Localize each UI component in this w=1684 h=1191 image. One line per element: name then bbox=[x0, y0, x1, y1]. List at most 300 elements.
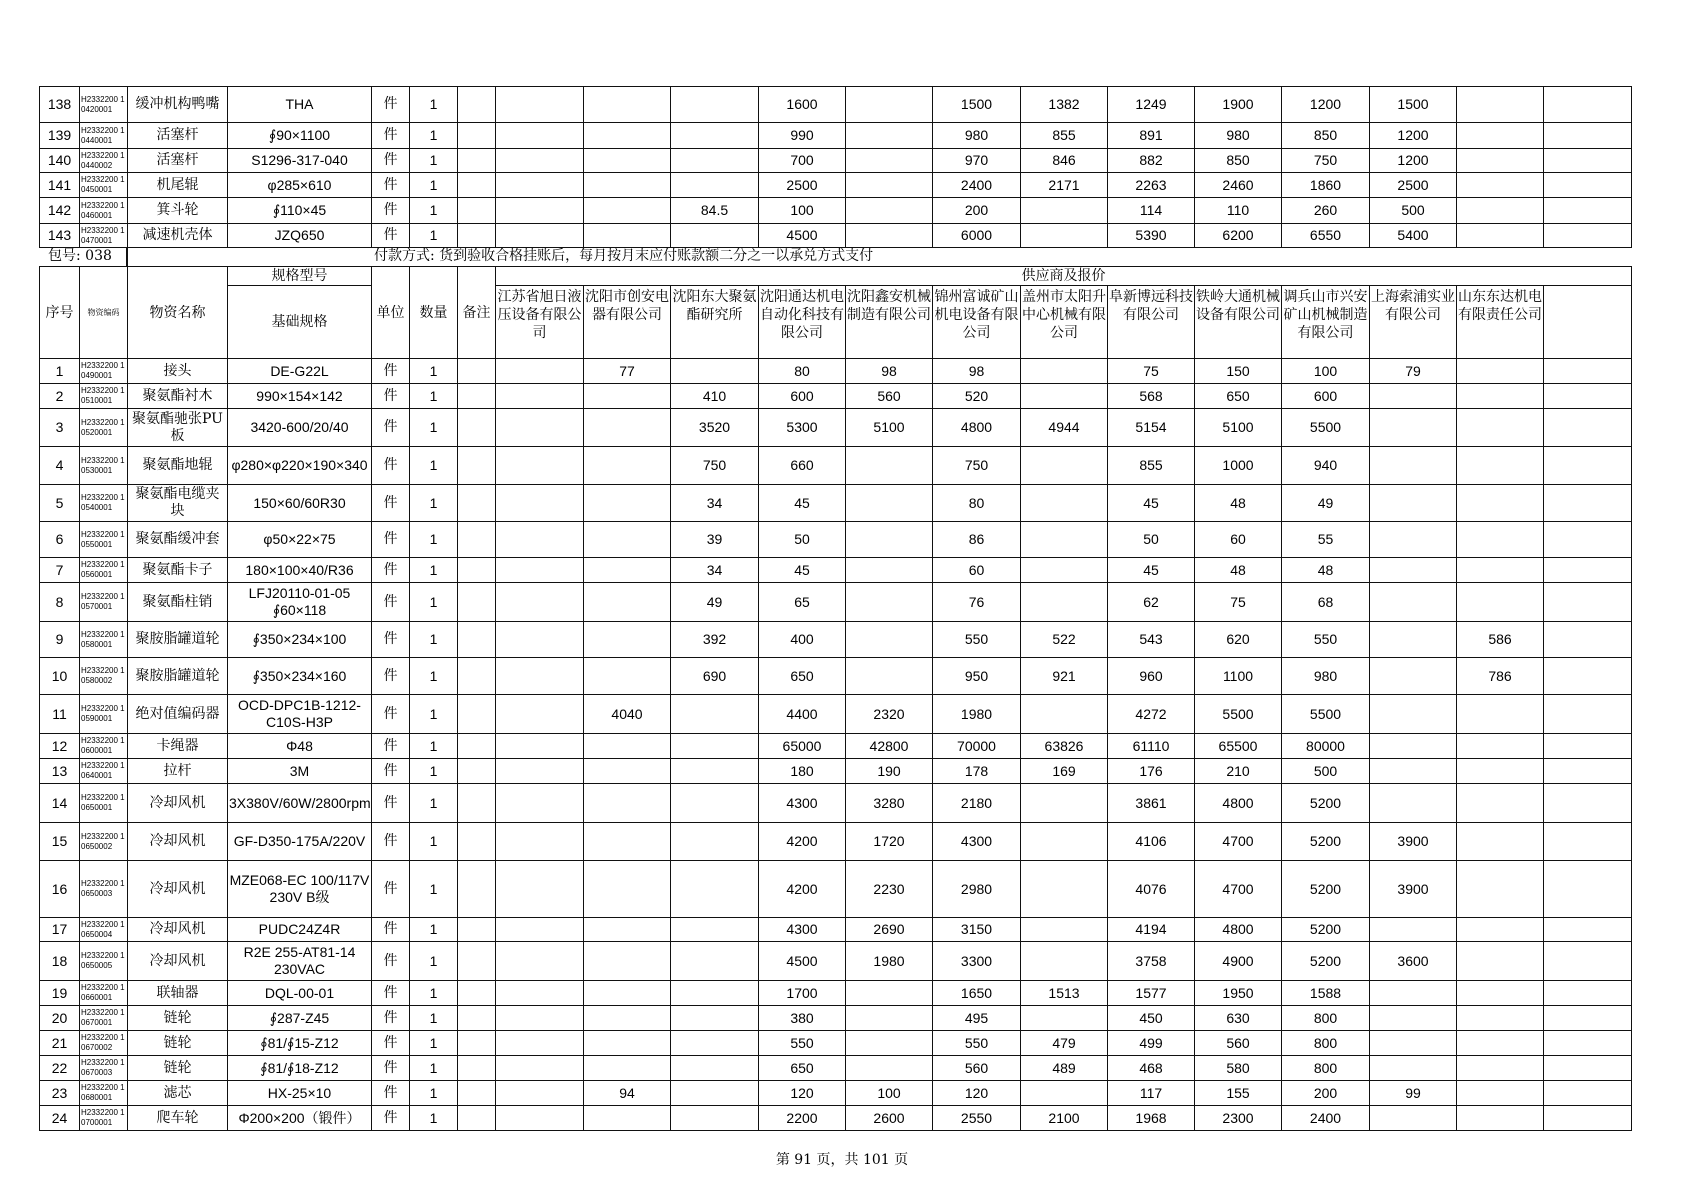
quantity: 1 bbox=[410, 198, 458, 224]
supplier-quote bbox=[1021, 522, 1108, 558]
supplier-quote bbox=[584, 409, 671, 447]
supplier-quote: 855 bbox=[1021, 123, 1108, 149]
table-row bbox=[40, 1081, 1632, 1106]
supplier-quote: 80 bbox=[759, 359, 846, 384]
supplier-quote: 190 bbox=[846, 759, 933, 784]
specification: THA bbox=[228, 87, 372, 123]
quantity: 1 bbox=[410, 861, 458, 918]
supplier-quote bbox=[1457, 224, 1544, 248]
supplier-quote bbox=[846, 981, 933, 1006]
supplier-quote: 3600 bbox=[1370, 942, 1457, 981]
supplier-quote: 49 bbox=[1282, 485, 1370, 522]
supplier-quote bbox=[1370, 1031, 1457, 1056]
supplier-quote: 2400 bbox=[933, 173, 1021, 198]
note bbox=[458, 734, 496, 759]
material-code: H2332200 10670001 bbox=[80, 1006, 128, 1031]
supplier-quote: 1650 bbox=[933, 981, 1021, 1006]
table-row bbox=[40, 485, 1632, 522]
supplier-quote: 1950 bbox=[1195, 981, 1282, 1006]
supplier-quote bbox=[496, 1031, 584, 1056]
supplier-quote: 2400 bbox=[1282, 1106, 1370, 1131]
supplier-quote bbox=[584, 942, 671, 981]
supplier-quote bbox=[671, 359, 759, 384]
row-number: 138 bbox=[40, 87, 80, 123]
supplier-quote: 468 bbox=[1108, 1056, 1195, 1081]
row-number: 9 bbox=[40, 622, 80, 658]
supplier-quote: 5100 bbox=[1195, 409, 1282, 447]
supplier-quote: 650 bbox=[759, 1056, 846, 1081]
material-code: H2332200 10640001 bbox=[80, 759, 128, 784]
quantity: 1 bbox=[410, 87, 458, 123]
material-name: 减速机壳体 bbox=[128, 224, 228, 248]
supplier-quote bbox=[1544, 918, 1632, 942]
unit: 件 bbox=[372, 558, 410, 583]
supplier-quote bbox=[496, 149, 584, 173]
row-number: 10 bbox=[40, 658, 80, 695]
row-number: 142 bbox=[40, 198, 80, 224]
supplier-quote: 800 bbox=[1282, 1006, 1370, 1031]
supplier-quote: 34 bbox=[671, 558, 759, 583]
row-number: 22 bbox=[40, 1056, 80, 1081]
supplier-quote bbox=[496, 198, 584, 224]
specification: 3M bbox=[228, 759, 372, 784]
table-row bbox=[40, 695, 1632, 734]
row-number: 141 bbox=[40, 173, 80, 198]
supplier-quote: 48 bbox=[1195, 558, 1282, 583]
supplier-quote bbox=[584, 1031, 671, 1056]
supplier-quote: 48 bbox=[1195, 485, 1282, 522]
table-row bbox=[40, 87, 1632, 123]
material-code: H2332200 10450001 bbox=[80, 173, 128, 198]
supplier-quote: 5200 bbox=[1282, 942, 1370, 981]
supplier-quote bbox=[1544, 123, 1632, 149]
quantity: 1 bbox=[410, 1106, 458, 1131]
supplier-quote: 5200 bbox=[1282, 784, 1370, 823]
supplier-name: 沈阳市创安电器有限公司 bbox=[584, 286, 671, 359]
table-row bbox=[40, 173, 1632, 198]
row-number: 23 bbox=[40, 1081, 80, 1106]
supplier-quote bbox=[1370, 734, 1457, 759]
table-row bbox=[40, 558, 1632, 583]
supplier-quote bbox=[1021, 224, 1108, 248]
supplier-quote: 891 bbox=[1108, 123, 1195, 149]
note bbox=[458, 384, 496, 409]
quantity: 1 bbox=[410, 942, 458, 981]
note bbox=[458, 87, 496, 123]
note bbox=[458, 759, 496, 784]
supplier-quote bbox=[1544, 981, 1632, 1006]
supplier-quote bbox=[846, 1006, 933, 1031]
supplier-quote: 5500 bbox=[1282, 695, 1370, 734]
supplier-quote bbox=[1544, 942, 1632, 981]
unit: 件 bbox=[372, 123, 410, 149]
header-note: 备注 bbox=[458, 267, 496, 359]
specification: Φ48 bbox=[228, 734, 372, 759]
supplier-quote: 34 bbox=[671, 485, 759, 522]
supplier-quote: 77 bbox=[584, 359, 671, 384]
supplier-quote bbox=[1544, 658, 1632, 695]
note bbox=[458, 1106, 496, 1131]
supplier-quote: 4944 bbox=[1021, 409, 1108, 447]
supplier-quote bbox=[584, 522, 671, 558]
quantity: 1 bbox=[410, 384, 458, 409]
supplier-quote: 380 bbox=[759, 1006, 846, 1031]
note bbox=[458, 224, 496, 248]
material-name: 聚胺脂罐道轮 bbox=[128, 658, 228, 695]
supplier-quote: 6000 bbox=[933, 224, 1021, 248]
table-row bbox=[40, 918, 1632, 942]
specification: Φ200×200（锻件） bbox=[228, 1106, 372, 1131]
supplier-quote: 150 bbox=[1195, 359, 1282, 384]
supplier-quote bbox=[1021, 558, 1108, 583]
supplier-quote bbox=[671, 1081, 759, 1106]
supplier-quote bbox=[1457, 485, 1544, 522]
supplier-quote: 62 bbox=[1108, 583, 1195, 622]
note bbox=[458, 123, 496, 149]
supplier-quote bbox=[1457, 173, 1544, 198]
note bbox=[458, 784, 496, 823]
supplier-quote bbox=[671, 981, 759, 1006]
material-code: H2332200 10580001 bbox=[80, 622, 128, 658]
supplier-quote bbox=[496, 861, 584, 918]
note bbox=[458, 1081, 496, 1106]
quantity: 1 bbox=[410, 759, 458, 784]
supplier-quote bbox=[846, 558, 933, 583]
supplier-quote: 620 bbox=[1195, 622, 1282, 658]
table-row bbox=[40, 1056, 1632, 1081]
material-name: 箕斗轮 bbox=[128, 198, 228, 224]
supplier-quote: 42800 bbox=[846, 734, 933, 759]
note bbox=[458, 173, 496, 198]
specification: ∮287-Z45 bbox=[228, 1006, 372, 1031]
supplier-quote bbox=[1457, 861, 1544, 918]
row-number: 1 bbox=[40, 359, 80, 384]
supplier-quote: 86 bbox=[933, 522, 1021, 558]
supplier-quote bbox=[671, 759, 759, 784]
material-name: 冷却风机 bbox=[128, 823, 228, 861]
specification: ∮90×1100 bbox=[228, 123, 372, 149]
supplier-quote bbox=[1370, 485, 1457, 522]
material-name: 聚氨酯柱销 bbox=[128, 583, 228, 622]
supplier-quote: 489 bbox=[1021, 1056, 1108, 1081]
supplier-quote: 4800 bbox=[1195, 918, 1282, 942]
supplier-quote bbox=[671, 784, 759, 823]
supplier-quote bbox=[846, 123, 933, 149]
unit: 件 bbox=[372, 918, 410, 942]
supplier-quote: 260 bbox=[1282, 198, 1370, 224]
supplier-quote bbox=[1457, 942, 1544, 981]
supplier-quote: 4800 bbox=[933, 409, 1021, 447]
supplier-quote bbox=[1370, 658, 1457, 695]
supplier-quote bbox=[584, 759, 671, 784]
supplier-quote bbox=[584, 784, 671, 823]
table-row bbox=[40, 149, 1632, 173]
supplier-quote: 980 bbox=[1282, 658, 1370, 695]
row-number: 3 bbox=[40, 409, 80, 447]
supplier-quote: 76 bbox=[933, 583, 1021, 622]
supplier-quote: 3520 bbox=[671, 409, 759, 447]
table-row bbox=[40, 1006, 1632, 1031]
note bbox=[458, 981, 496, 1006]
table-row bbox=[40, 861, 1632, 918]
material-name: 聚氨酯衬木 bbox=[128, 384, 228, 409]
specification: R2E 255-AT81-14 230VAC bbox=[228, 942, 372, 981]
supplier-quote: 660 bbox=[759, 447, 846, 485]
supplier-quote: 550 bbox=[933, 622, 1021, 658]
supplier-quote bbox=[1457, 981, 1544, 1006]
supplier-quote bbox=[1021, 1006, 1108, 1031]
header-spec-group: 规格型号 bbox=[228, 267, 372, 286]
quantity: 1 bbox=[410, 522, 458, 558]
table-row bbox=[40, 359, 1632, 384]
specification: DE-G22L bbox=[228, 359, 372, 384]
supplier-quote: 1249 bbox=[1108, 87, 1195, 123]
supplier-quote: 176 bbox=[1108, 759, 1195, 784]
supplier-quote bbox=[671, 1031, 759, 1056]
supplier-quote bbox=[584, 861, 671, 918]
supplier-quote: 4194 bbox=[1108, 918, 1195, 942]
material-code: H2332200 10650003 bbox=[80, 861, 128, 918]
supplier-quote: 1200 bbox=[1282, 87, 1370, 123]
table-row bbox=[40, 1106, 1632, 1131]
specification: 3420-600/20/40 bbox=[228, 409, 372, 447]
supplier-quote: 4700 bbox=[1195, 861, 1282, 918]
supplier-quote: 990 bbox=[759, 123, 846, 149]
supplier-quote: 800 bbox=[1282, 1056, 1370, 1081]
supplier-quote: 5500 bbox=[1195, 695, 1282, 734]
material-code: H2332200 10680001 bbox=[80, 1081, 128, 1106]
supplier-quote bbox=[671, 87, 759, 123]
table-row bbox=[40, 583, 1632, 622]
supplier-quote bbox=[496, 734, 584, 759]
supplier-quote bbox=[1021, 918, 1108, 942]
supplier-quote bbox=[1544, 1106, 1632, 1131]
specification: HX-25×10 bbox=[228, 1081, 372, 1106]
supplier-quote bbox=[1457, 695, 1544, 734]
supplier-quote: 800 bbox=[1282, 1031, 1370, 1056]
supplier-quote: 4076 bbox=[1108, 861, 1195, 918]
supplier-quote: 2980 bbox=[933, 861, 1021, 918]
supplier-quote: 560 bbox=[846, 384, 933, 409]
supplier-quote: 5300 bbox=[759, 409, 846, 447]
unit: 件 bbox=[372, 198, 410, 224]
supplier-quote: 1200 bbox=[1370, 123, 1457, 149]
supplier-quote: 921 bbox=[1021, 658, 1108, 695]
supplier-quote: 980 bbox=[933, 123, 1021, 149]
supplier-quote bbox=[1457, 447, 1544, 485]
quantity: 1 bbox=[410, 224, 458, 248]
supplier-quote: 84.5 bbox=[671, 198, 759, 224]
supplier-quote: 2460 bbox=[1195, 173, 1282, 198]
material-name: 链轮 bbox=[128, 1056, 228, 1081]
supplier-quote bbox=[496, 224, 584, 248]
supplier-quote bbox=[496, 1006, 584, 1031]
supplier-quote: 61110 bbox=[1108, 734, 1195, 759]
supplier-quote bbox=[1544, 224, 1632, 248]
supplier-quote bbox=[671, 823, 759, 861]
supplier-quote: 960 bbox=[1108, 658, 1195, 695]
row-number: 15 bbox=[40, 823, 80, 861]
supplier-quote: 45 bbox=[759, 558, 846, 583]
header-qty: 数量 bbox=[410, 267, 458, 359]
row-number: 11 bbox=[40, 695, 80, 734]
supplier-quote bbox=[496, 784, 584, 823]
supplier-quote bbox=[671, 123, 759, 149]
supplier-quote bbox=[1370, 409, 1457, 447]
note bbox=[458, 1006, 496, 1031]
unit: 件 bbox=[372, 485, 410, 522]
note bbox=[458, 149, 496, 173]
supplier-quote bbox=[1457, 784, 1544, 823]
supplier-quote bbox=[671, 734, 759, 759]
supplier-quote bbox=[1370, 522, 1457, 558]
supplier-quote bbox=[1544, 87, 1632, 123]
quantity: 1 bbox=[410, 558, 458, 583]
material-code: H2332200 10590001 bbox=[80, 695, 128, 734]
supplier-quote: 550 bbox=[759, 1031, 846, 1056]
supplier-quote: 39 bbox=[671, 522, 759, 558]
quantity: 1 bbox=[410, 823, 458, 861]
supplier-quote: 560 bbox=[1195, 1031, 1282, 1056]
material-code: H2332200 10660001 bbox=[80, 981, 128, 1006]
supplier-quote: 60 bbox=[933, 558, 1021, 583]
supplier-quote: 400 bbox=[759, 622, 846, 658]
supplier-quote bbox=[496, 1081, 584, 1106]
supplier-quote: 1720 bbox=[846, 823, 933, 861]
supplier-quote bbox=[1021, 695, 1108, 734]
unit: 件 bbox=[372, 384, 410, 409]
unit: 件 bbox=[372, 981, 410, 1006]
supplier-quote bbox=[496, 409, 584, 447]
note bbox=[458, 658, 496, 695]
supplier-quote bbox=[1021, 384, 1108, 409]
material-name: 链轮 bbox=[128, 1006, 228, 1031]
supplier-quote: 94 bbox=[584, 1081, 671, 1106]
unit: 件 bbox=[372, 784, 410, 823]
specification: 180×100×40/R36 bbox=[228, 558, 372, 583]
supplier-quote bbox=[584, 1106, 671, 1131]
payment-terms: 付款方式: 货到验收合格挂账后，每月按月末应付账款额二分之一以承兑方式支付 bbox=[374, 248, 874, 264]
supplier-quote bbox=[1544, 198, 1632, 224]
supplier-quote bbox=[846, 1056, 933, 1081]
supplier-quote: 65500 bbox=[1195, 734, 1282, 759]
note bbox=[458, 918, 496, 942]
table-row bbox=[40, 522, 1632, 558]
supplier-quote bbox=[1544, 173, 1632, 198]
specification: φ285×610 bbox=[228, 173, 372, 198]
supplier-quote: 1588 bbox=[1282, 981, 1370, 1006]
supplier-quote bbox=[846, 622, 933, 658]
header-row-2 bbox=[40, 286, 1632, 359]
supplier-quote bbox=[1370, 583, 1457, 622]
supplier-quote: 568 bbox=[1108, 384, 1195, 409]
supplier-quote bbox=[1021, 784, 1108, 823]
supplier-quote bbox=[846, 1031, 933, 1056]
material-code: H2332200 10650005 bbox=[80, 942, 128, 981]
supplier-quote bbox=[1457, 409, 1544, 447]
quantity: 1 bbox=[410, 658, 458, 695]
quantity: 1 bbox=[410, 123, 458, 149]
supplier-quote bbox=[1021, 198, 1108, 224]
supplier-quote: 479 bbox=[1021, 1031, 1108, 1056]
supplier-quote: 4900 bbox=[1195, 942, 1282, 981]
material-name: 聚氨酯电缆夹块 bbox=[128, 485, 228, 522]
table-row bbox=[40, 734, 1632, 759]
supplier-quote: 650 bbox=[1195, 384, 1282, 409]
supplier-quote bbox=[1370, 384, 1457, 409]
supplier-quote: 1860 bbox=[1282, 173, 1370, 198]
quantity: 1 bbox=[410, 359, 458, 384]
supplier-quote bbox=[584, 87, 671, 123]
note bbox=[458, 695, 496, 734]
specification: ∮81/∮18-Z12 bbox=[228, 1056, 372, 1081]
supplier-quote: 1382 bbox=[1021, 87, 1108, 123]
supplier-name: 阜新博远科技有限公司 bbox=[1108, 286, 1195, 359]
supplier-quote bbox=[496, 658, 584, 695]
supplier-quote bbox=[584, 485, 671, 522]
material-code: H2332200 10600001 bbox=[80, 734, 128, 759]
supplier-name: 山东东达机电有限责任公司 bbox=[1457, 286, 1544, 359]
quantity: 1 bbox=[410, 1006, 458, 1031]
supplier-quote bbox=[584, 224, 671, 248]
row-number: 8 bbox=[40, 583, 80, 622]
supplier-quote: 110 bbox=[1195, 198, 1282, 224]
supplier-quote bbox=[1457, 583, 1544, 622]
supplier-name: 锦州富诚矿山机电设备有限公司 bbox=[933, 286, 1021, 359]
supplier-quote bbox=[1021, 447, 1108, 485]
supplier-quote bbox=[496, 1106, 584, 1131]
page-number: 第 91 页，共 101 页 bbox=[775, 1152, 909, 1168]
supplier-quote: 4300 bbox=[933, 823, 1021, 861]
supplier-quote: 855 bbox=[1108, 447, 1195, 485]
supplier-quote: 68 bbox=[1282, 583, 1370, 622]
supplier-quote bbox=[1370, 695, 1457, 734]
table-row bbox=[40, 384, 1632, 409]
specification: GF-D350-175A/220V bbox=[228, 823, 372, 861]
supplier-quote bbox=[1370, 784, 1457, 823]
supplier-quote: 1100 bbox=[1195, 658, 1282, 695]
supplier-quote: 1968 bbox=[1108, 1106, 1195, 1131]
supplier-quote bbox=[584, 198, 671, 224]
supplier-quote bbox=[1457, 1056, 1544, 1081]
supplier-quote bbox=[1544, 784, 1632, 823]
quantity: 1 bbox=[410, 149, 458, 173]
supplier-quote: 550 bbox=[1282, 622, 1370, 658]
unit: 件 bbox=[372, 861, 410, 918]
supplier-quote: 120 bbox=[759, 1081, 846, 1106]
supplier-quote: 114 bbox=[1108, 198, 1195, 224]
material-code: H2332200 10580002 bbox=[80, 658, 128, 695]
supplier-quote bbox=[1544, 622, 1632, 658]
material-code: H2332200 10700001 bbox=[80, 1106, 128, 1131]
note bbox=[458, 558, 496, 583]
material-name: 链轮 bbox=[128, 1031, 228, 1056]
supplier-name: 沈阳通达机电自动化科技有限公司 bbox=[759, 286, 846, 359]
row-number: 14 bbox=[40, 784, 80, 823]
material-name: 滤芯 bbox=[128, 1081, 228, 1106]
row-number: 16 bbox=[40, 861, 80, 918]
supplier-quote bbox=[1021, 942, 1108, 981]
supplier-name: 沈阳东大聚氨酯研究所 bbox=[671, 286, 759, 359]
supplier-quote: 560 bbox=[933, 1056, 1021, 1081]
supplier-quote: 940 bbox=[1282, 447, 1370, 485]
supplier-quote: 48 bbox=[1282, 558, 1370, 583]
specification: DQL-00-01 bbox=[228, 981, 372, 1006]
row-number: 2 bbox=[40, 384, 80, 409]
supplier-quote: 98 bbox=[846, 359, 933, 384]
material-name: 聚氨酯卡子 bbox=[128, 558, 228, 583]
supplier-quote bbox=[846, 173, 933, 198]
